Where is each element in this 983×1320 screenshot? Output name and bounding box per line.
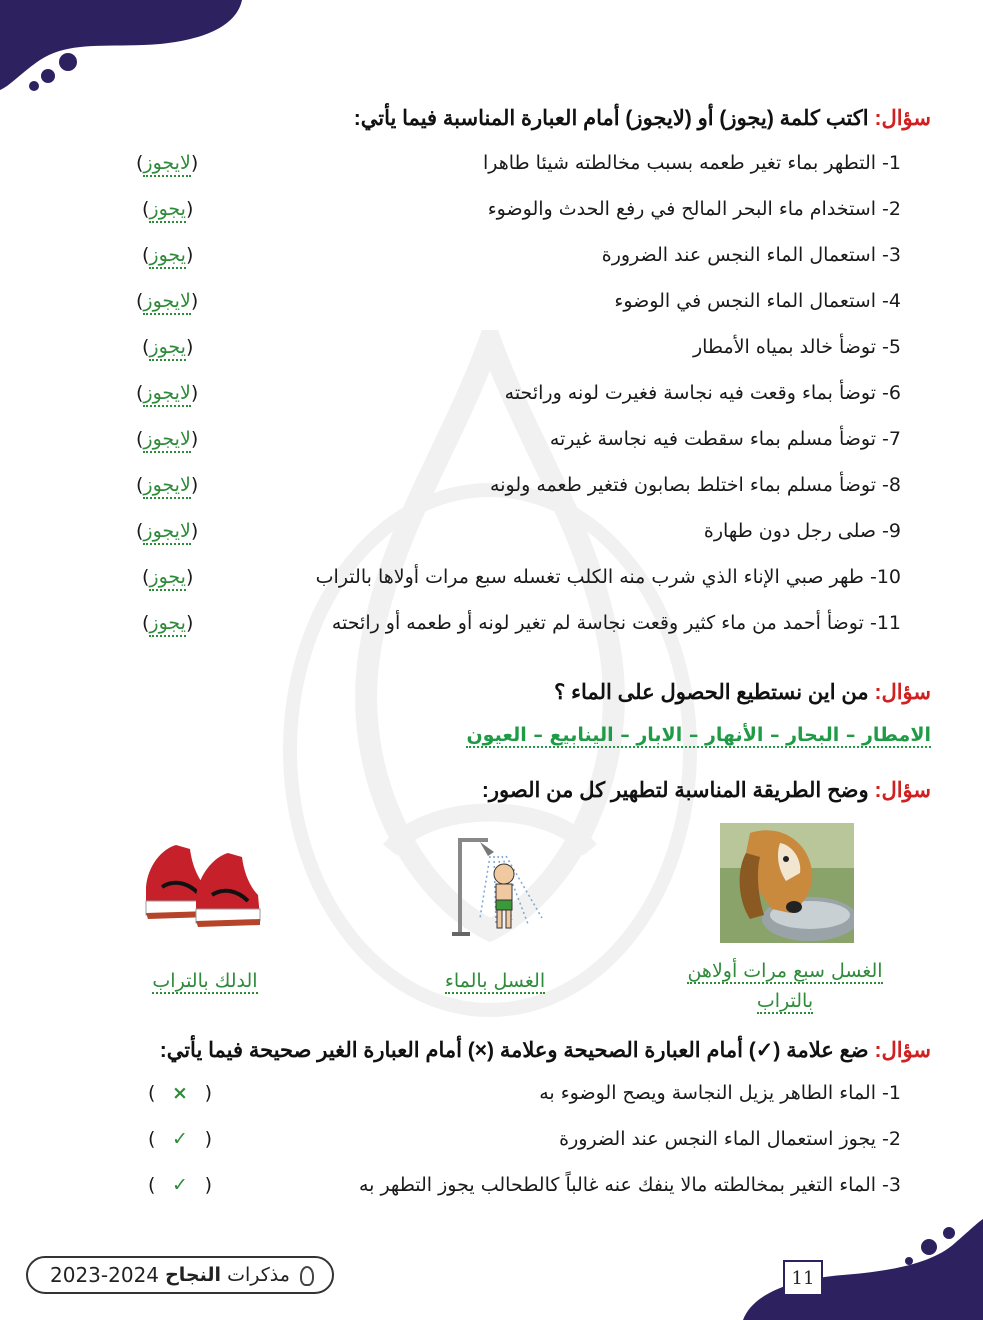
q1-row — [0, 474, 983, 514]
q1-statement: 7- توضأ مسلم بماء سقطت فيه نجاسة غيرته — [549, 428, 901, 450]
q1-answer: (يجوز) — [142, 244, 193, 266]
shower-image — [450, 828, 550, 938]
brand-years: 2023-2024 — [50, 1263, 160, 1287]
caption-shower: الغسل بالماء — [444, 970, 546, 992]
q1-statement: 1- التطهر بماء تغير طعمه بسبب مخالطته شيئا طاهرا — [482, 152, 901, 174]
q4-heading — [160, 1038, 931, 1063]
q1-answer: (يجوز) — [142, 612, 193, 634]
q1-statement: 8- توضأ مسلم بماء اختلط بصابون فتغير طعمه ولونه — [490, 474, 901, 496]
q4-mark: ( × ) — [148, 1082, 212, 1104]
q1-row — [0, 198, 983, 238]
q1-row — [0, 428, 983, 468]
q1-answer: (لايجوز) — [136, 152, 198, 174]
q1-statement: 9- صلى رجل دون طهارة — [703, 520, 901, 542]
q1-statement: 5- توضأ خالد بمياه الأمطار — [692, 336, 901, 358]
q4-mark: ( ✓ ) — [148, 1174, 212, 1196]
page-number: 11 — [783, 1260, 823, 1296]
q1-answer: (لايجوز) — [136, 474, 198, 496]
q1-answer: (يجوز) — [142, 566, 193, 588]
q1-answer: (لايجوز) — [136, 290, 198, 312]
q3-title: وضح الطريقة المناسبة لتطهير كل من الصور: — [481, 779, 869, 802]
q1-row — [0, 520, 983, 560]
brand-name: مذكرات النجاح — [165, 1264, 314, 1286]
q1-answer: (يجوز) — [142, 336, 193, 358]
q4-mark: ( ✓ ) — [148, 1128, 212, 1150]
q1-answer: (يجوز) — [142, 198, 193, 220]
q1-statement: 10- طهر صبي الإناء الذي شرب منه الكلب تغسله سبع مرات أولاها بالتراب — [315, 566, 901, 588]
brand-logo-icon — [300, 1266, 314, 1286]
q1-statement: 3- استعمال الماء النجس عند الضرورة — [601, 244, 901, 266]
q1-row — [0, 244, 983, 284]
q3-label: سؤال: — [874, 779, 931, 802]
q1-row — [0, 152, 983, 192]
q1-statement: 4- استعمال الماء النجس في الوضوء — [614, 290, 901, 312]
q1-row — [0, 566, 983, 606]
q4-statement: 1- الماء الطاهر يزيل النجاسة ويصح الوضوء به — [539, 1082, 901, 1104]
caption-dog: الغسل سبع مرات أولاهن بالتراب — [687, 960, 883, 1012]
q1-label: سؤال: — [874, 107, 931, 130]
q1-row — [0, 612, 983, 652]
q1-answer: (لايجوز) — [136, 520, 198, 542]
q4-row — [0, 1128, 983, 1168]
q1-row — [0, 336, 983, 376]
q2-answer: الامطار – البحار – الأنهار – الابار – الينابيع – العيون — [466, 724, 931, 746]
q4-row — [0, 1174, 983, 1214]
q1-statement: 11- توضأ أحمد من ماء كثير وقعت نجاسة لم تغير لونه أو طعمه أو رائحته — [331, 612, 901, 634]
shoes-image — [140, 835, 265, 933]
q4-row — [0, 1082, 983, 1122]
q1-statement: 6- توضأ بماء وقعت فيه نجاسة فغيرت لونه ورائحته — [504, 382, 901, 404]
q1-row — [0, 290, 983, 330]
q1-statement: 2- استخدام ماء البحر المالح في رفع الحدث والوضوء — [487, 198, 901, 220]
bottom-corner-blob — [733, 1215, 983, 1320]
q1-answer: (لايجوز) — [136, 382, 198, 404]
q4-label: سؤال: — [874, 1039, 931, 1062]
q3-heading — [482, 778, 931, 803]
q2-label: سؤال: — [874, 681, 931, 704]
q4-title: ضع علامة (✓) أمام العبارة الصحيحة وعلامة (×) أمام العبارة الغير صحيحة فيما يأتي: — [159, 1039, 869, 1062]
q2-heading — [554, 680, 931, 705]
q1-row — [0, 382, 983, 422]
q4-statement: 2- يجوز استعمال الماء النجس عند الضرورة — [559, 1128, 901, 1150]
q2-title: من اين نستطيع الحصول على الماء ؟ — [554, 681, 869, 704]
footer-brand — [26, 1256, 334, 1294]
q1-title: اكتب كلمة (يجوز) أو (لايجوز) أمام العبارة المناسبة فيما يأتي: — [353, 107, 869, 130]
dog-drinking-image — [720, 823, 854, 943]
q4-statement: 3- الماء التغير بمخالطته مالا ينفك عنه غالباً كالطحالب يجوز التطهر به — [358, 1174, 901, 1196]
q1-answer: (لايجوز) — [136, 428, 198, 450]
caption-shoes: الدلك بالتراب — [152, 970, 258, 992]
q1-heading — [354, 106, 931, 131]
top-corner-blob — [0, 0, 250, 100]
